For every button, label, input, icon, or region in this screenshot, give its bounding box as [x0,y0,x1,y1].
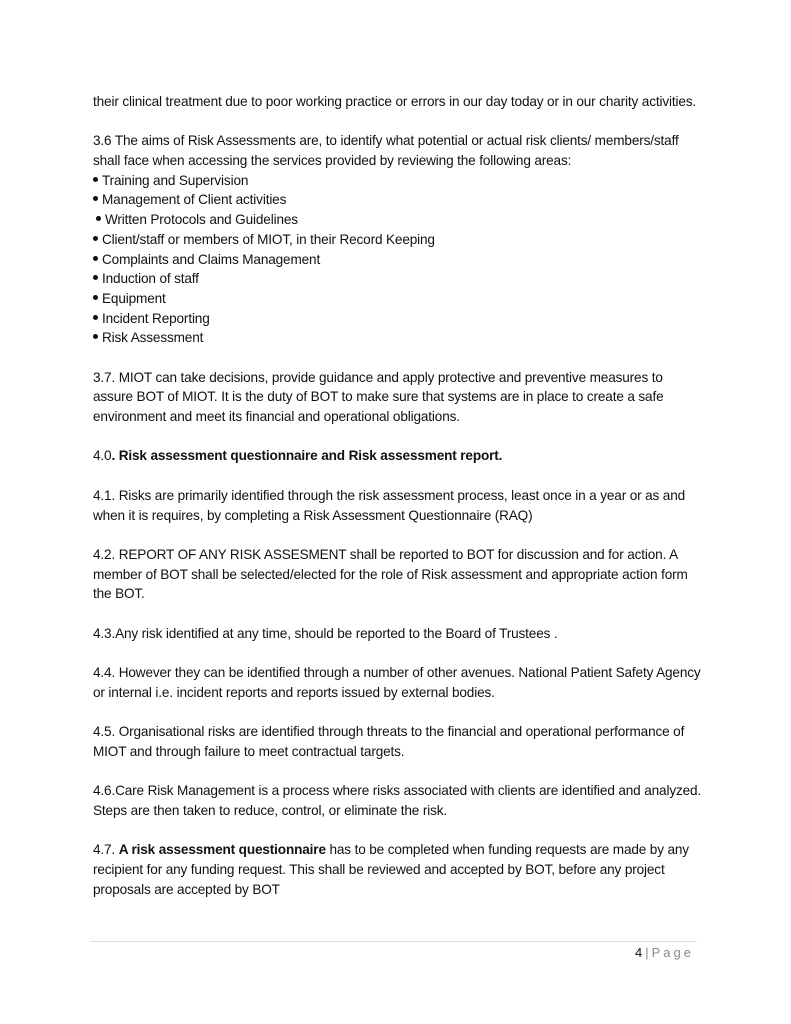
section-4-2: 4.2. REPORT OF ANY RISK ASSESMENT shall be reported to BOT for discussion and for action. A member of BOT shall be selected/elected for the role of Risk assessment and appropriate action form the BOT. [93,546,688,602]
section-4-6: 4.6.Care Risk Management is a process where risks associated with clients are identified and analyzed. Steps are then taken to reduce, control, or eliminate the risk. [93,783,702,819]
list-item: Written Protocols and Guidelines [93,210,705,230]
risk-areas-list [93,171,705,348]
bullet-icon [93,315,98,320]
bullet-icon [96,216,101,221]
bullet-icon [93,236,98,241]
section-body: has to be completed when funding requests are made by any recipient for any funding request. This shall be reviewed and accepted by BOT, before any project proposals are accepted by BOT [93,842,689,897]
section-4-7 [93,840,705,899]
section-number: 4.7. [93,842,119,858]
page-footer [635,945,694,961]
section-number: 4.0 [93,448,112,464]
list-item: Management of Client activities [93,190,705,210]
section-4-4: 4.4. However they can be identified through a number of other avenues. National Patient Safety Agency or internal i.e. incident reports and reports issued by external bodies. [93,665,701,700]
bullet-icon [93,275,98,280]
bullet-icon [93,177,98,182]
section-3-7: 3.7. MIOT can take decisions, provide guidance and apply protective and preventive measures to assure BOT of MIOT. It is the duty of BOT to make sure that systems are in place to create a safe environment and meet its financial and operational obligations. [93,369,664,425]
list-item: Induction of staff [93,269,705,289]
section-3-6-text: 3.6 The aims of Risk Assessments are, to identify what potential or actual risk clients/ members/staff shall face when accessing the services provided by reviewing the following areas: [93,133,679,169]
section-4-1: 4.1. Risks are primarily identified through the risk assessment process, least once in a year or as and when it is requires, by completing a Risk Assessment Questionnaire (RAQ) [93,487,686,523]
footer-divider [90,941,697,942]
list-item: Incident Reporting [93,309,705,329]
bullet-icon [93,196,98,201]
bullet-icon [93,295,98,300]
section-4-3: 4.3.Any risk identified at any time, should be reported to the Board of Trustees . [93,625,558,641]
bullet-icon [93,256,98,261]
section-4-5: 4.5. Organisational risks are identified through threats to the financial and operational performance of MIOT and through failure to meet contractual targets. [93,724,685,759]
list-item: Equipment [93,289,705,309]
bold-term: A risk assessment questionnaire [118,842,326,858]
section-4-0-heading [93,446,705,466]
footer-separator: | [645,945,649,960]
intro-continuation: their clinical treatment due to poor working practice or errors in our day today or in our charity activities. [93,94,697,109]
document-page [93,92,705,919]
list-item: Client/staff or members of MIOT, in their Record Keeping [93,230,705,250]
list-item: Risk Assessment [93,328,705,348]
page-number: 4 [635,945,643,960]
list-item: Training and Supervision [93,171,705,191]
section-title: . Risk assessment questionnaire and Risk assessment report. [111,448,503,464]
list-item: Complaints and Claims Management [93,250,705,270]
bullet-icon [93,334,98,339]
page-label: Page [651,945,694,960]
